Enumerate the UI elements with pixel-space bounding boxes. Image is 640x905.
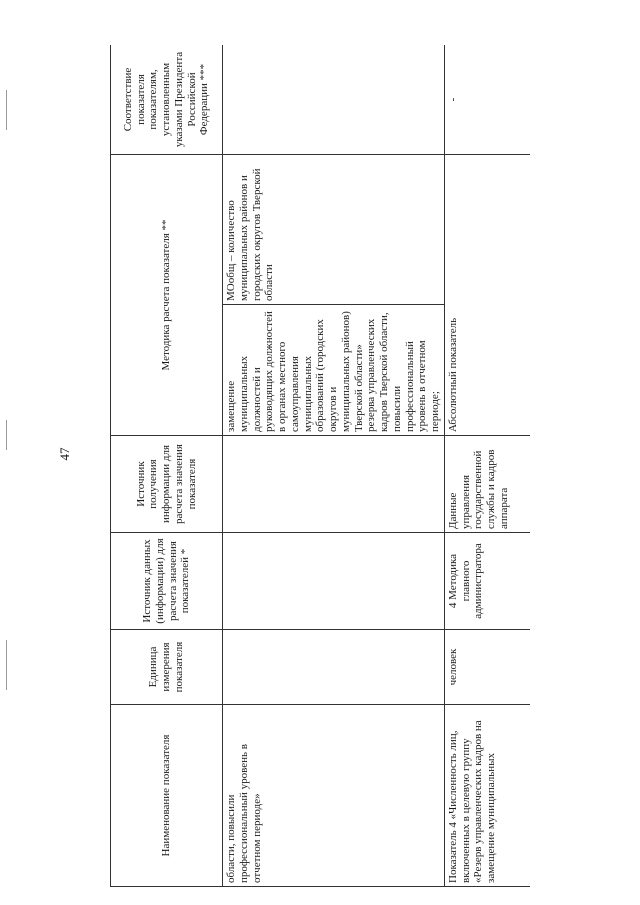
- cell-method-extra: МОобщ – количество муниципальных районов и городских округов Тверской области: [223, 154, 445, 304]
- cell-info-source: Данные управления государственной службы и кадров аппарата: [444, 436, 530, 533]
- cell-correspondence: [223, 45, 445, 154]
- cell-source: [223, 533, 445, 630]
- cell-source: 4 Методика главного администратора: [444, 533, 530, 630]
- header-correspondence: Соответствие показателя показателям, установленным указами Президента Российской Федерации ***: [111, 45, 223, 154]
- cell-info-source: [223, 436, 445, 533]
- cell-method: Абсолютный показатель: [444, 154, 530, 435]
- table-row: [223, 45, 445, 887]
- cell-unit: человек: [444, 630, 530, 705]
- header-name: Наименование показателя: [111, 705, 223, 887]
- document-table-frame: [110, 45, 530, 887]
- page-number: 47: [57, 447, 72, 461]
- header-source: Источник данных (информации) для расчета значения показателей *: [111, 533, 223, 630]
- cell-name: Показатель 4 «Численность лиц, включенных в целевую группу «Резерв управленческих кадров на замещение муниципальных: [444, 705, 530, 887]
- indicator-table: [110, 45, 530, 887]
- cell-correspondence: -: [444, 45, 530, 154]
- scan-mark-middle: [6, 420, 7, 450]
- header-unit: Единица измерения показателя: [111, 630, 223, 705]
- scan-mark-top: [6, 90, 7, 130]
- scan-mark-bottom: [6, 640, 7, 690]
- rotated-table-container: [110, 45, 530, 887]
- table-row: [444, 45, 530, 887]
- cell-name: области, повысили профессиональный уровень в отчетном периоде»: [223, 705, 445, 887]
- cell-unit: [223, 630, 445, 705]
- header-method: Методика расчета показателя **: [111, 154, 223, 435]
- table-header-row: [111, 45, 223, 887]
- cell-method: замещение муниципальных должностей и руководящих должностей в органах местного самоуправления муниципальных образований (городских округов и муниципальных районов) Тверской области» резерва управленческих кадров Тверской области, повысили профессиональный уровень в отчетном периоде;: [223, 305, 445, 436]
- header-info-source: Источник получения информации для расчета значения показателя: [111, 436, 223, 533]
